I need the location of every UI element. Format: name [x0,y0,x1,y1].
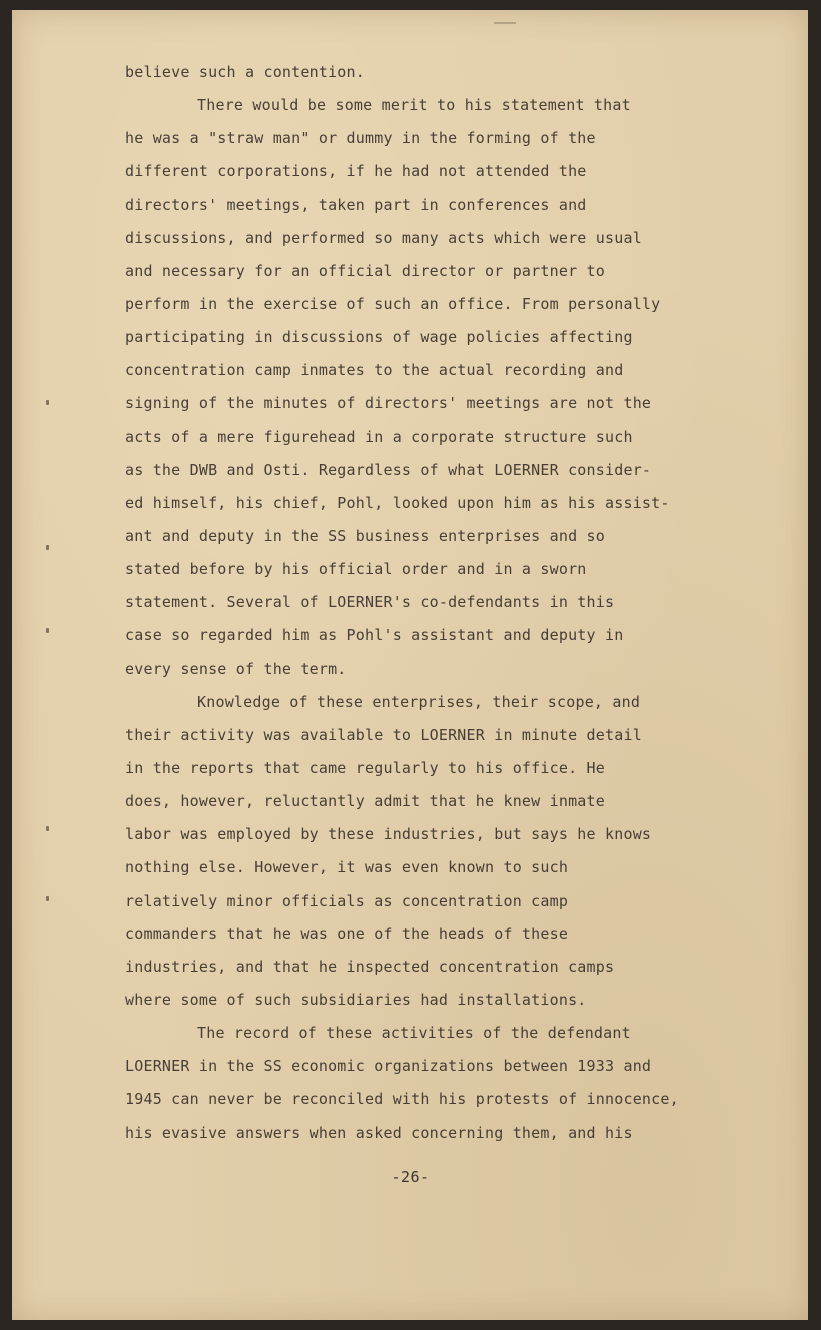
document-body [125,56,765,1150]
text-line: relatively minor officials as concentration camp [125,891,569,910]
margin-mark [46,400,49,405]
margin-mark [46,545,49,550]
text-line: signing of the minutes of directors' meetings are not the [125,394,652,413]
text-line: ed himself, his chief, Pohl, looked upon him as his assist- [125,493,670,512]
text-line: stated before by his official order and in a sworn [125,560,587,579]
text-line: There would be some merit to his statement that [197,96,631,115]
text-line: different corporations, if he had not attended the [125,162,587,181]
text-line: as the DWB and Osti. Regardless of what LOERNER consider- [125,460,652,479]
margin-mark [46,826,49,831]
text-line: 1945 can never be reconciled with his protests of innocence, [125,1090,679,1109]
text-line: acts of a mere figurehead in a corporate structure such [125,427,633,446]
text-line: perform in the exercise of such an office. From personally [125,294,661,313]
page-number: -26- [391,1168,430,1186]
text-line: ant and deputy in the SS business enterprises and so [125,526,605,545]
text-line: commanders that he was one of the heads of these [125,924,569,943]
text-line: he was a "straw man" or dummy in the forming of the [125,129,596,148]
margin-mark [46,628,49,633]
text-line: where some of such subsidiaries had installations. [125,990,587,1009]
text-line: Knowledge of these enterprises, their scope, and [197,692,641,711]
text-line: concentration camp inmates to the actual recording and [125,361,624,380]
text-line: nothing else. However, it was even known to such [125,858,569,877]
text-line: does, however, reluctantly admit that he knew inmate [125,792,605,811]
text-line: directors' meetings, taken part in conferences and [125,195,587,214]
paper-mark [494,22,516,24]
margin-mark [46,896,49,901]
text-line: The record of these activities of the defendant [197,1024,631,1043]
text-line: LOERNER in the SS economic organizations between 1933 and [125,1057,652,1076]
text-line: their activity was available to LOERNER in minute detail [125,725,642,744]
text-line: industries, and that he inspected concentration camps [125,957,615,976]
text-line: his evasive answers when asked concerning them, and his [125,1123,633,1142]
text-line: believe such a contention. [125,63,365,81]
text-line: in the reports that came regularly to his office. He [125,758,605,777]
text-line: and necessary for an official director or partner to [125,261,605,280]
text-line: every sense of the term. [125,659,347,678]
text-line: participating in discussions of wage policies affecting [125,328,633,347]
text-line: labor was employed by these industries, but says he knows [125,825,652,844]
text-line: case so regarded him as Pohl's assistant and deputy in [125,626,624,645]
text-line: discussions, and performed so many acts which were usual [125,228,642,247]
text-line: statement. Several of LOERNER's co-defendants in this [125,593,615,612]
